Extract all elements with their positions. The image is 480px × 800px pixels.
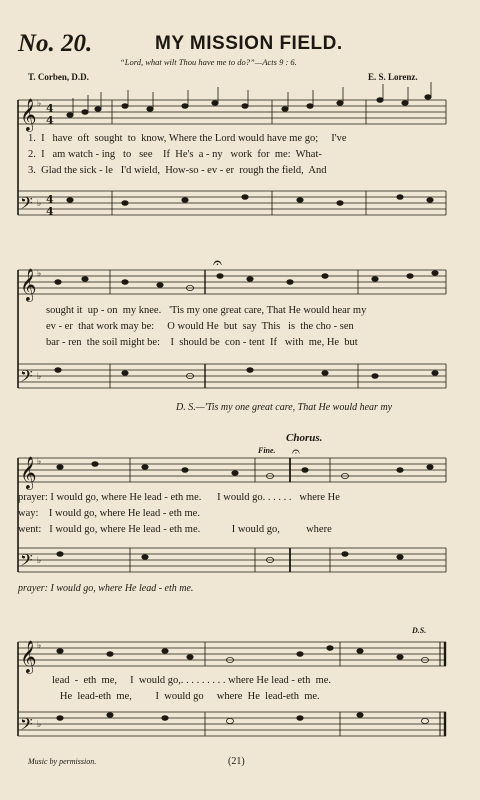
final-line2: He lead-eth me, I would go where He lead-eth me. [52,691,320,702]
lyricist: T. Corben, D.D. [28,72,89,82]
svg-text:𝄐: 𝄐 [292,444,300,460]
svg-text:♭: ♭ [37,99,42,109]
chorus-bass-note: prayer: I would go, where He lead - eth me. [18,583,194,594]
svg-text:♭: ♭ [37,372,42,382]
fine-label: Fine. [258,446,276,455]
lyric-verse2-line1: 2. I am watch - ing to see If He's a - ny work for me: What- [28,149,322,160]
ds-label: D.S. [412,626,427,635]
scripture-reference: “Lord, what wilt Thou have me to do?”—Acts 9 : 6. [120,57,297,67]
chorus-line1: prayer: I would go, where He lead - eth me. I would go. . . . . . where He [18,492,340,503]
chorus-line2: way: I would go, where He lead - eth me. [18,508,200,519]
lyric-verse3-line2: bar - ren the soil might be: I should be con - tent If with me, He but [46,337,358,348]
svg-text:4: 4 [46,102,54,115]
lyric-verse2-line2: ev - er that work may be: O would He but say This is the cho - sen [46,321,354,332]
svg-text:♭: ♭ [37,720,42,730]
svg-text:4: 4 [46,114,54,127]
lyric-verse1-line2: sought it up - on my knee. 'Tis my one great care, That He would hear my [46,305,367,316]
svg-text:♭: ♭ [37,269,42,279]
svg-text:𝄢: 𝄢 [20,714,33,738]
music-permission-note: Music by permission. [28,757,97,766]
final-line1: lead - eth me, I would go,. . . . . . . . . where He lead - eth me. [52,675,332,686]
hymn-title: MY MISSION FIELD. [155,33,343,54]
ds-note: D. S.—'Tis my one great care, That He would hear my [176,402,393,413]
staff-s2-treble [18,270,446,294]
chorus-label: Chorus. [286,432,323,444]
staff-s1-bass [18,191,446,215]
svg-text:4: 4 [46,193,54,206]
staff-s2-bass [18,364,446,388]
svg-text:𝄞: 𝄞 [20,268,37,301]
staff-s3-treble [18,458,446,482]
svg-text:♭: ♭ [37,457,42,467]
svg-text:♭: ♭ [37,556,42,566]
svg-text:𝄐: 𝄐 [213,253,222,272]
svg-text:♭: ♭ [37,199,42,209]
svg-text:𝄞: 𝄞 [20,456,37,489]
svg-text:𝄞: 𝄞 [20,640,37,673]
lyric-verse1-line1: 1. I have oft sought to know, Where the Lord would have me go; I've [28,133,347,144]
chorus-line3: went: I would go, where He lead - eth me. I would go, where [18,524,332,535]
svg-text:𝄢: 𝄢 [20,366,33,390]
svg-text:4: 4 [46,205,54,218]
svg-text:♭: ♭ [37,641,42,651]
bass-clef-icon: 𝄢 [20,193,33,217]
svg-text:𝄢: 𝄢 [20,550,33,574]
staff-s4-bass [18,712,446,736]
page-number: (21) [228,756,245,767]
lyric-verse3-line1: 3. Glad the sick - le I'd wield, How-so - ev - er rough the field, And [28,165,327,176]
composer: E. S. Lorenz. [368,72,418,82]
staff-s3-bass [18,548,446,572]
treble-clef-icon: 𝄞 [20,98,37,131]
hymn-number: No. 20. [18,30,93,57]
